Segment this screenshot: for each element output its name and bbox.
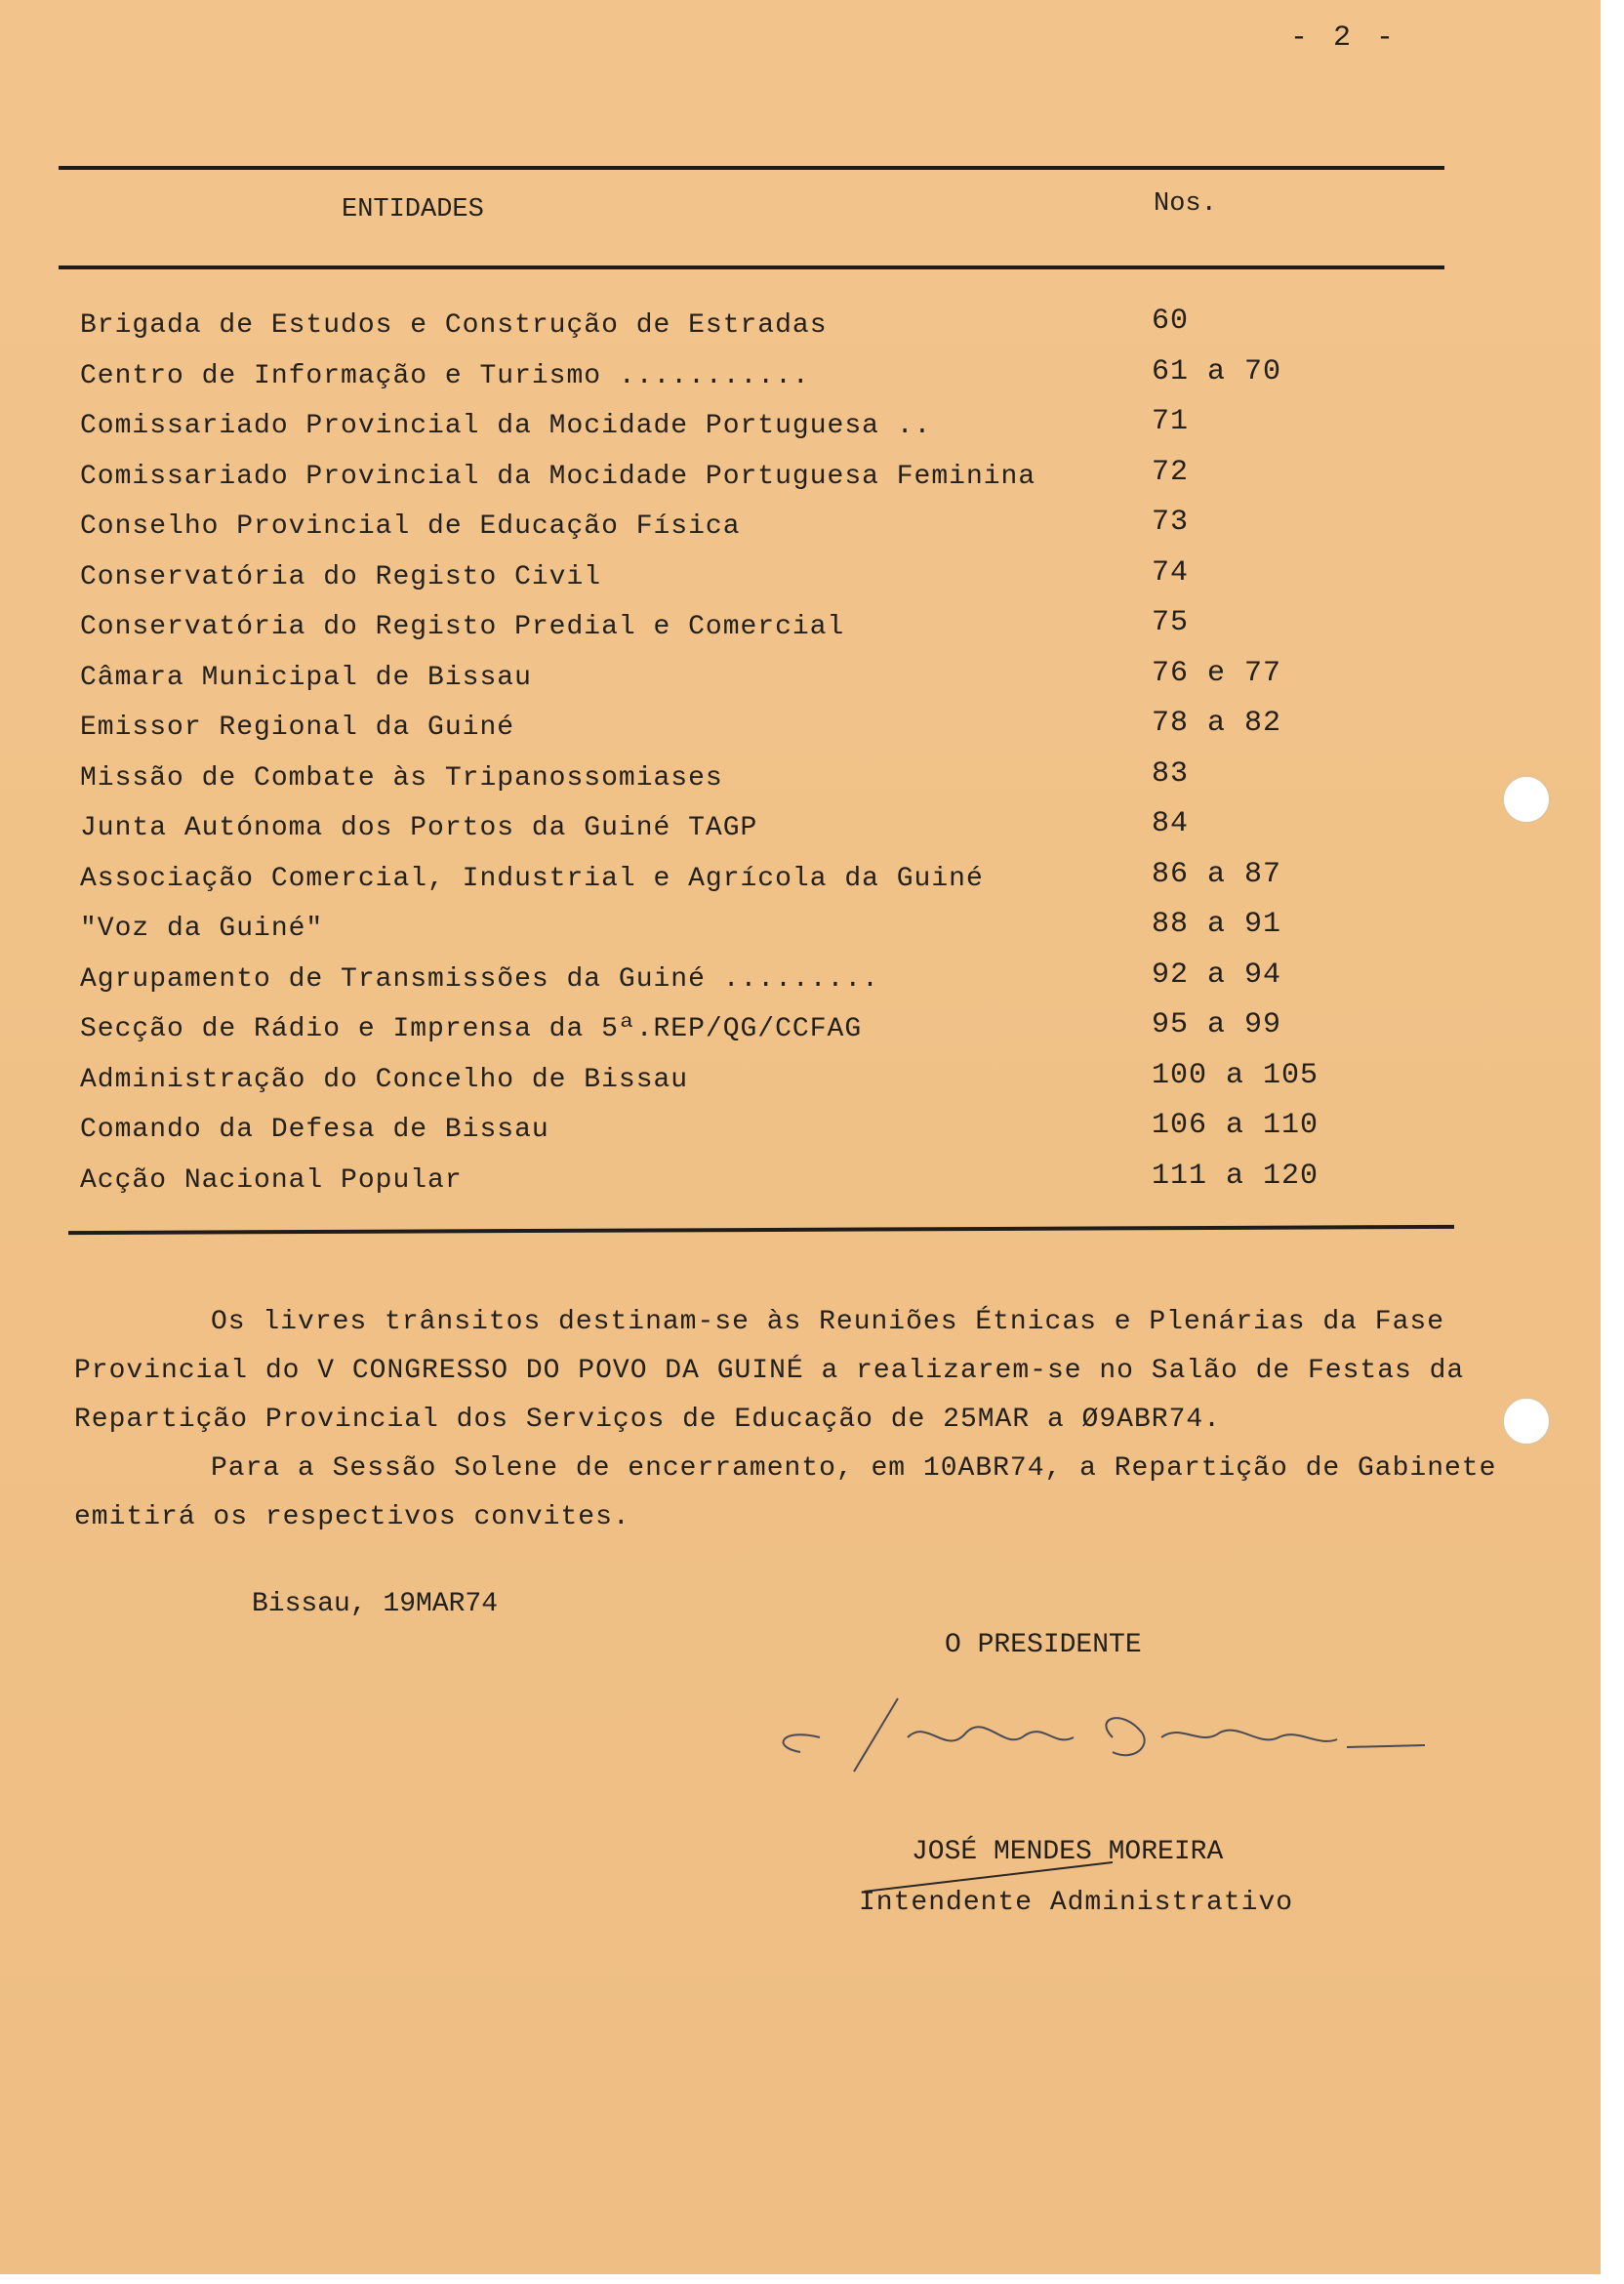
signatory-role: O PRESIDENTE: [945, 1630, 1142, 1660]
signatory-title: Intendente Administrativo: [859, 1888, 1294, 1918]
entity-name: Brigada de Estudos e Construção de Estradas: [80, 310, 828, 341]
paragraph-sessao-solene: Para a Sessão Solene de encerramento, em 10ABR74, a Repartição de Gabinete emitirá os respectivos convites.: [74, 1453, 1497, 1532]
entity-name: Conservatória do Registo Civil: [80, 562, 602, 592]
entity-name: Administração do Concelho de Bissau: [80, 1065, 689, 1095]
entity-numbers: 84: [1152, 807, 1190, 840]
paragraph-livres-transitos: Os livres trânsitos destinam-se às Reuniões Étnicas e Plenárias da Fase Provincial do V CONGRESSO DO POVO DA GUINÉ a realizarem-se no Salão de Festas da Repartição Provincial dos Serviços de Educação de 25MAR a Ø9ABR74.: [74, 1307, 1465, 1435]
entity-numbers: 71: [1152, 405, 1190, 438]
header-entidades: ENTIDADES: [342, 195, 484, 224]
entity-name: Missão de Combate às Tripanossomiases: [80, 763, 723, 794]
entity-numbers: 92 a 94: [1152, 958, 1282, 992]
body-text: [74, 1298, 1519, 1542]
entity-numbers: 95 a 99: [1152, 1008, 1282, 1041]
entity-numbers: 60: [1152, 305, 1190, 338]
place-date: Bissau, 19MAR74: [252, 1589, 499, 1619]
entity-name: Acção Nacional Popular: [80, 1165, 463, 1196]
entity-name: Câmara Municipal de Bissau: [80, 663, 532, 693]
entity-name: "Voz da Guiné": [80, 914, 324, 944]
handwritten-signature: [761, 1679, 1444, 1796]
entity-name: Centro de Informação e Turismo ...........: [80, 361, 810, 391]
page-number: - 2 -: [1290, 21, 1399, 55]
entity-name: Comissariado Provincial da Mocidade Portuguesa ..: [80, 411, 932, 441]
entity-numbers: 61 a 70: [1152, 355, 1282, 388]
header-numbers: Nos.: [1154, 189, 1217, 219]
entity-name: Conservatória do Registo Predial e Comercial: [80, 612, 845, 642]
entity-name: Junta Autónoma dos Portos da Guiné TAGP: [80, 813, 758, 843]
entity-name: Secção de Rádio e Imprensa da 5ª.REP/QG/CCFAG: [80, 1014, 863, 1044]
top-rule: [59, 166, 1444, 170]
entity-numbers: 75: [1152, 606, 1190, 639]
entity-name: Emissor Regional da Guiné: [80, 713, 515, 743]
entity-numbers: 73: [1152, 506, 1190, 539]
entity-numbers: 106 a 110: [1152, 1109, 1320, 1142]
entity-name: Conselho Provincial de Educação Física: [80, 511, 741, 542]
bottom-rule: [68, 1225, 1454, 1235]
entity-numbers: 74: [1152, 556, 1190, 590]
entity-numbers: 111 a 120: [1152, 1160, 1320, 1193]
entity-numbers: 88 a 91: [1152, 908, 1282, 941]
entity-name: Comando da Defesa de Bissau: [80, 1115, 549, 1145]
punch-hole-bottom: [1503, 1398, 1550, 1445]
entity-numbers: 72: [1152, 456, 1190, 489]
entity-numbers: 83: [1152, 757, 1190, 791]
signatory-name: JOSÉ MENDES MOREIRA: [912, 1837, 1224, 1867]
entity-name: Agrupamento de Transmissões da Guiné .........: [80, 964, 879, 995]
entity-name: Comissariado Provincial da Mocidade Portuguesa Feminina: [80, 462, 1036, 492]
entity-numbers: 86 a 87: [1152, 858, 1282, 891]
entity-name: Associação Comercial, Industrial e Agrícola da Guiné: [80, 864, 984, 894]
entity-numbers: 100 a 105: [1152, 1059, 1320, 1092]
punch-hole-top: [1503, 776, 1550, 823]
header-rule: [59, 265, 1444, 269]
entity-numbers: 78 a 82: [1152, 707, 1282, 740]
entity-numbers: 76 e 77: [1152, 657, 1282, 690]
